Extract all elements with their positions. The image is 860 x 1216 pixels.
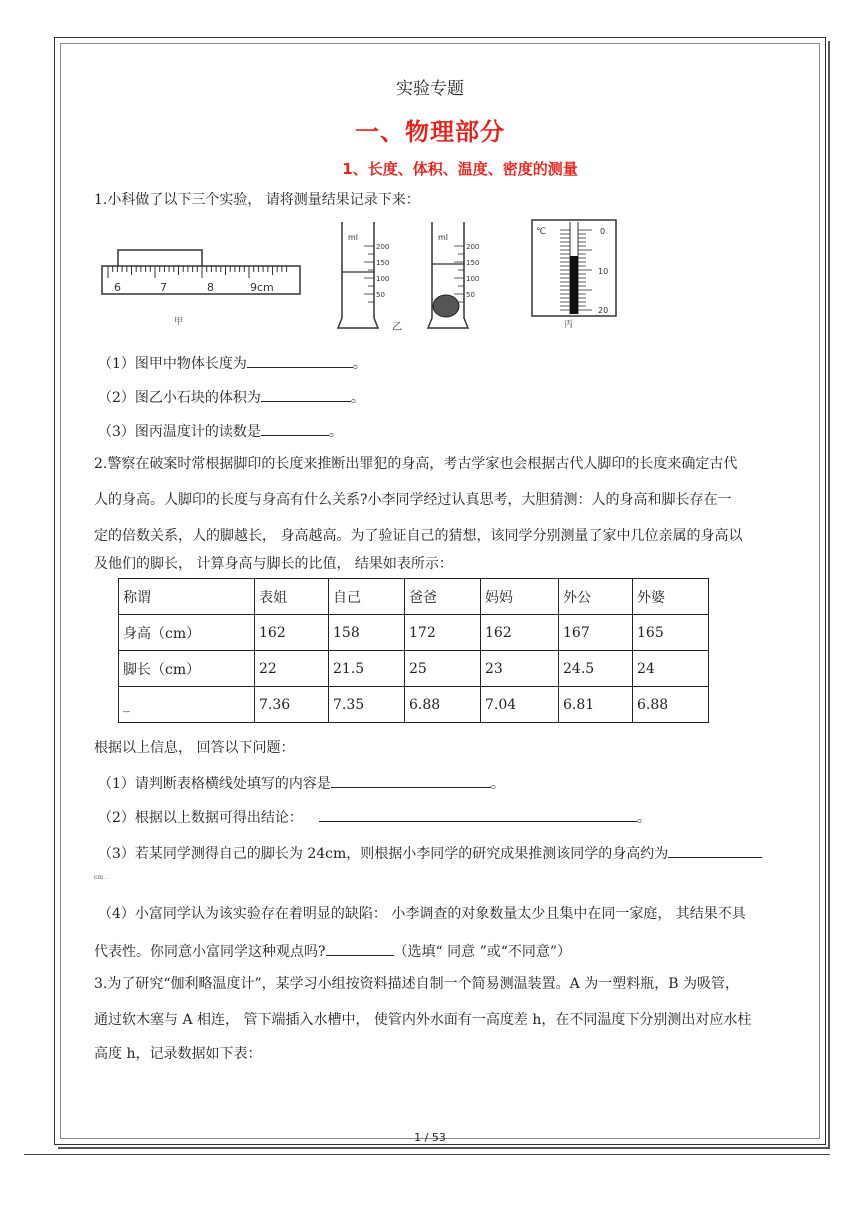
table-cell-blank[interactable]: _ <box>119 687 255 723</box>
table-row <box>119 651 709 687</box>
table-header-row <box>119 579 709 615</box>
thermo-tick-10: 10 <box>598 267 609 276</box>
table-cell: 24.5 <box>559 651 633 687</box>
cyl-a-unit: ml <box>348 233 359 242</box>
table-cell: 7.04 <box>481 687 559 723</box>
q1-answer-1-blank[interactable] <box>247 352 353 368</box>
page-number: 1 / 53 <box>414 1131 446 1144</box>
q2-part-4-line-2: 代表性。你同意小富同学这种观点吗? （选填“ 同意 ”或“不同意”） <box>94 940 571 962</box>
cyl-a-tick-100: 100 <box>376 275 390 283</box>
ruler-tick-6: 6 <box>114 281 121 294</box>
q2-part-1: （1）请判断表格横线处填写的内容是 。 <box>98 772 505 794</box>
cyl-b-tick-50: 50 <box>466 291 475 299</box>
table-cell: 24 <box>633 651 709 687</box>
q1-answer-2-blank[interactable] <box>261 386 351 402</box>
table-cell: 7.36 <box>255 687 329 723</box>
table-cell: 表姐 <box>255 579 329 615</box>
table-cell: 外婆 <box>633 579 709 615</box>
q3-line-1: 3.为了研究“伽利略温度计”，某学习小组按资料描述自制一个简易测温装置。A 为一塑料瓶，B 为吸管， <box>94 976 739 992</box>
q2-line-3: 定的倍数关系，人的脚越长， 身高越高。为了验证自己的猜想，该同学分别测量了家中几位亲属的身高以 <box>94 528 743 544</box>
q3-line-2: 通过软木塞与 A 相连， 管下端插入水槽中， 使管内外水面有一高度差 h，在不同温度下分别测出对应水柱 <box>94 1012 752 1028</box>
q2-part-4-line-1: （4）小富同学认为该实验存在着明显的缺陷： 小李调查的对象数量太少且集中在同一家庭， 其结果不具 <box>98 906 746 922</box>
q2-line-4: 及他们的脚长， 计算身高与脚长的比值， 结果如表所示： <box>94 556 453 572</box>
table-cell: 妈妈 <box>481 579 559 615</box>
thermometer-figure <box>530 216 620 332</box>
table-cell: 6.88 <box>633 687 709 723</box>
table-cell: 25 <box>405 651 481 687</box>
cyl-a-tick-50: 50 <box>376 291 385 299</box>
ruler-tick-8: 8 <box>207 281 214 294</box>
q3-line-3: 高度 h，记录数据如下表： <box>94 1046 262 1062</box>
table-cell: 172 <box>405 615 481 651</box>
thermo-tick-0: 0 <box>600 227 606 236</box>
ruler-figure <box>96 246 306 330</box>
cyl-b-tick-150: 150 <box>466 259 480 267</box>
q1-answer-3-blank[interactable] <box>261 420 329 436</box>
cyl-b-tick-200: 200 <box>466 243 480 251</box>
table-cell: 爸爸 <box>405 579 481 615</box>
table-cell: 22 <box>255 651 329 687</box>
q2-part-3: （3）若某同学测得自己的脚长为 24cm，则根据小李同学的研究成果推测该同学的身高约为 <box>98 842 762 864</box>
q2-answer-1-blank[interactable] <box>331 772 491 788</box>
table-cell: 162 <box>255 615 329 651</box>
thermo-caption: 丙 <box>564 320 574 330</box>
q2-part-3-unit: cm . <box>94 874 107 881</box>
subsection-title: 1、长度、体积、温度、密度的测量 <box>342 160 578 178</box>
footer-divider <box>24 1154 830 1155</box>
table-cell: 6.88 <box>405 687 481 723</box>
table-cell: 脚长（cm） <box>119 651 255 687</box>
cyl-a-tick-150: 150 <box>376 259 390 267</box>
table-row <box>119 615 709 651</box>
cyl-b-unit: ml <box>438 233 449 242</box>
table-cell: 外公 <box>559 579 633 615</box>
q2-answer-2-blank[interactable] <box>319 806 637 822</box>
q1-part-3: （3）图丙温度计的读数是 。 <box>98 420 343 442</box>
ruler-caption: 甲 <box>174 317 184 327</box>
table-cell: 23 <box>481 651 559 687</box>
q2-answer-3-blank[interactable] <box>668 842 762 858</box>
q1-part-1: （1）图甲中物体长度为 。 <box>98 352 367 374</box>
table-cell: 162 <box>481 615 559 651</box>
table-cell: 称谓 <box>119 579 255 615</box>
table-cell: 165 <box>633 615 709 651</box>
table-cell: 6.81 <box>559 687 633 723</box>
q2-line-1: 2.警察在破案时常根据脚印的长度来推断出罪犯的身高，考古学家也会根据古代人脚印的长度来确定古代 <box>94 456 738 472</box>
q2-line-2: 人的身高。人脚印的长度与身高有什么关系?小李同学经过认真思考，大胆猜测：人的身高和脚长存在一 <box>94 492 732 508</box>
thermo-unit: ℃ <box>536 227 547 237</box>
table-cell: 自己 <box>329 579 405 615</box>
q2-data-table <box>118 578 709 723</box>
section-title: 一、物理部分 <box>355 118 505 146</box>
cyl-a-caption: 乙 <box>392 322 402 333</box>
doc-title: 实验专题 <box>396 79 464 99</box>
q1-part-2: （2）图乙小石块的体积为 。 <box>98 386 365 408</box>
table-cell: 167 <box>559 615 633 651</box>
table-row <box>119 687 709 723</box>
q2-intro: 根据以上信息， 回答以下问题： <box>94 740 295 756</box>
cylinder-a-figure <box>334 218 404 334</box>
q2-answer-4-blank[interactable] <box>326 940 394 956</box>
table-cell: 7.35 <box>329 687 405 723</box>
cyl-a-tick-200: 200 <box>376 243 390 251</box>
stone <box>433 295 459 317</box>
thermo-tick-20: 20 <box>598 306 609 315</box>
cylinder-b-figure <box>424 218 494 334</box>
table-cell: 身高（cm） <box>119 615 255 651</box>
table-cell: 158 <box>329 615 405 651</box>
q1-stem: 1.小科做了以下三个实验， 请将测量结果记录下来： <box>94 192 420 208</box>
ruler-tick-7: 7 <box>160 281 167 294</box>
ruler-tick-9cm: 9cm <box>250 281 274 294</box>
cyl-b-tick-100: 100 <box>466 275 480 283</box>
q2-part-2: （2）根据以上数据可得出结论： 。 <box>98 806 651 828</box>
table-cell: 21.5 <box>329 651 405 687</box>
